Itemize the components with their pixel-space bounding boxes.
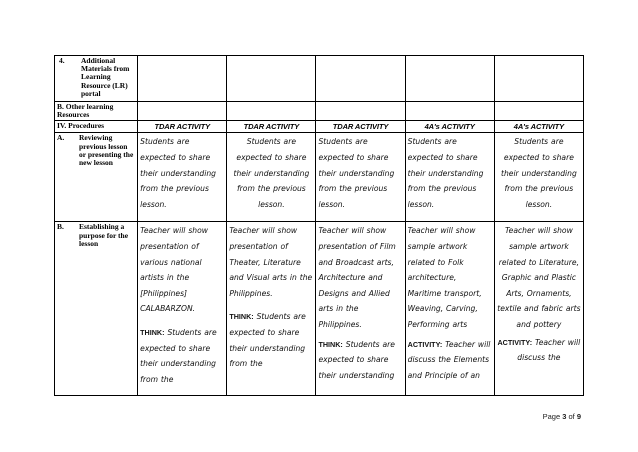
row-label: A. Reviewing previous lesson or presenting the new lesson (57, 133, 134, 168)
empty-cell (316, 102, 405, 121)
row-label-cell (55, 102, 138, 121)
activity-cell (227, 222, 316, 396)
row-label-cell (55, 121, 138, 133)
column-header: TDAR ACTIVITY (138, 121, 227, 133)
activity-text: ACTIVITY: Teacher will discuss the (497, 337, 581, 363)
empty-cell (138, 56, 227, 102)
row-label-cell (55, 133, 138, 222)
keyword-label: THINK: (140, 327, 165, 337)
empty-cell (316, 56, 405, 102)
row-additional-materials (55, 56, 584, 102)
activity-cell (494, 222, 583, 396)
activity-text: THINK: Students are expected to share their understanding from the (229, 312, 306, 369)
row-label-cell (55, 56, 138, 102)
row-label-cell (55, 222, 138, 396)
activity-cell: Students are expected to share their understanding from the previous lesson. (405, 133, 494, 222)
row-reviewing (55, 133, 584, 222)
activity-text: Teacher will show sample artwork related to Literature, Graphic and Plastic Arts, Ornaments, textile and fabric arts and pottery (497, 226, 581, 329)
empty-cell (494, 56, 583, 102)
row-establishing-purpose (55, 222, 584, 396)
activity-text: Teacher will show presentation of Theater, Literature and Visual arts in the Philippines. (229, 226, 313, 298)
activity-text: Teacher will show presentation of various national artists in the [Philippines] CALABARZON. (140, 226, 208, 314)
activity-cell: Students are expected to share their understanding from the previous lesson. (494, 133, 583, 222)
keyword-label: THINK: (318, 339, 343, 349)
activity-cell: Students are expected to share their understanding from the previous lesson. (316, 133, 405, 222)
activity-cell: Students are expected to share their understanding from the previous lesson. (138, 133, 227, 222)
column-header: 4A's ACTIVITY (494, 121, 583, 133)
keyword-label: ACTIVITY: (497, 337, 533, 347)
activity-text: THINK: Students are expected to share their understanding from the (140, 327, 217, 384)
row-procedures-header (55, 121, 584, 133)
keyword-label: THINK: (229, 312, 254, 322)
activity-text: THINK: Students are expected to share their understanding (318, 339, 395, 380)
activity-cell (316, 222, 405, 396)
column-header: TDAR ACTIVITY (316, 121, 405, 133)
row-other-resources (55, 102, 584, 121)
empty-cell (405, 56, 494, 102)
activity-text: Teacher will show sample artwork related to Folk architecture, Maritime transport, Weaving, Carving, Performing arts (407, 226, 482, 329)
row-label: B. Establishing a purpose for the lesson (57, 222, 129, 248)
activity-text: ACTIVITY: Teacher will discuss the Elements and Principle of an (407, 339, 491, 380)
column-header: 4A's ACTIVITY (405, 121, 494, 133)
activity-text: Teacher will show presentation of Film and Broadcast arts, Architecture and Designs and Allied arts in the Philippines. (318, 226, 396, 329)
activity-cell: Students are expected to share their understanding from the previous lesson. (227, 133, 316, 222)
column-header: TDAR ACTIVITY (227, 121, 316, 133)
lesson-plan-table (54, 55, 584, 396)
empty-cell (494, 102, 583, 121)
row-label: 4. Additional Materials from Learning Resource (LR) portal (59, 56, 130, 98)
keyword-label: ACTIVITY: (407, 339, 443, 349)
empty-cell (227, 102, 316, 121)
empty-cell (405, 102, 494, 121)
empty-cell (227, 56, 316, 102)
activity-cell (405, 222, 494, 396)
page-number: Page 3 of 9 (542, 412, 581, 421)
activity-cell (138, 222, 227, 396)
row-label: B. Other learning Resources (57, 102, 114, 120)
empty-cell (138, 102, 227, 121)
row-label: IV. Procedures (57, 121, 105, 131)
